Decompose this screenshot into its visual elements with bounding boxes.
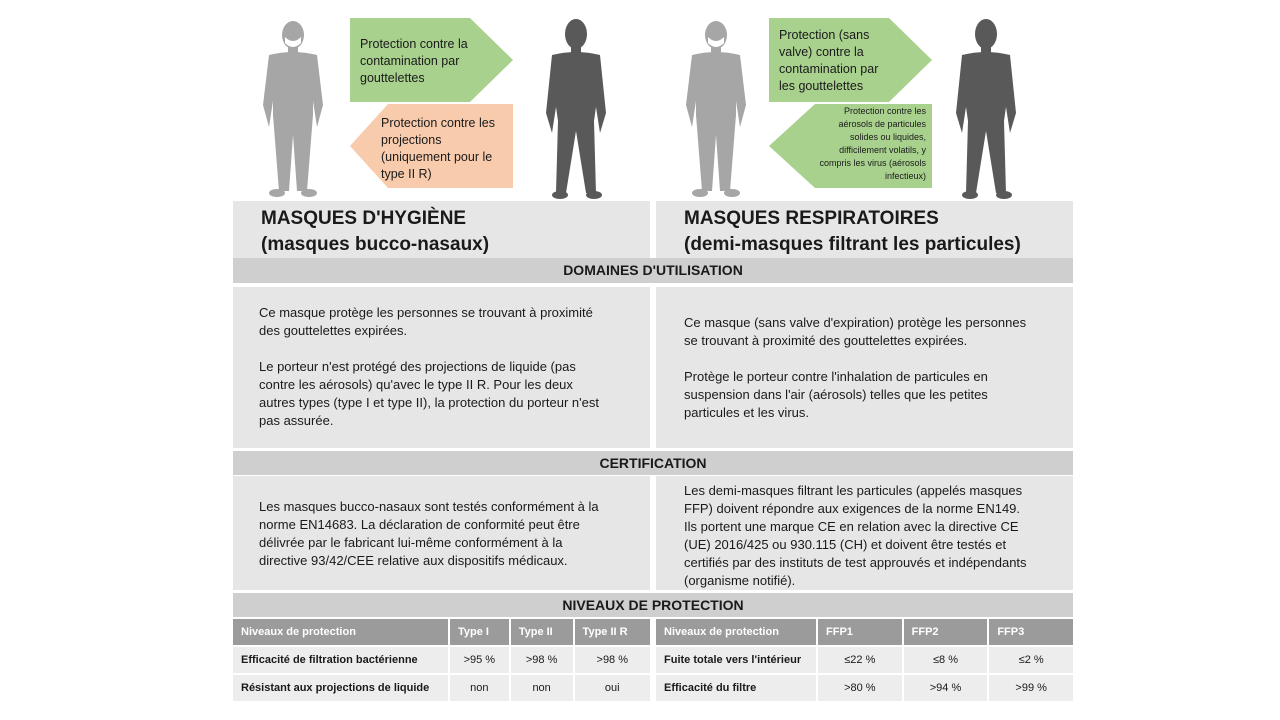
hygiene-usage-p1: Ce masque protège les personnes se trouvant à proximité des gouttelettes expirées. <box>259 305 593 338</box>
table-row <box>656 647 1073 673</box>
table-header-cell: Niveaux de protection <box>233 619 448 645</box>
table-cell: oui <box>575 675 650 701</box>
respirator-subtitle: (demi-masques filtrant les particules) <box>684 234 1021 255</box>
table-cell: >95 % <box>450 647 509 673</box>
hygiene-certification-panel <box>233 476 650 590</box>
arrow-text-splashes: Protection contre les projections (uniquement pour le type II R) <box>381 116 495 181</box>
respirator-usage-p1: Ce masque (sans valve d'expiration) protège les personnes se trouvant à proximité des gouttelettes expirées. <box>684 315 1027 348</box>
table-cell: non <box>511 675 573 701</box>
respirator-usage-p2: Protège le porteur contre l'inhalation de particules en suspension dans l'air (aérosols) telles que les petites particules et les virus. <box>684 369 988 420</box>
table-header-cell: FFP3 <box>989 619 1073 645</box>
respirator-title-panel <box>656 201 1073 258</box>
section-certification-header: CERTIFICATION <box>233 451 1073 475</box>
table-cell: >94 % <box>904 675 988 701</box>
table-header-row <box>656 619 1073 645</box>
hygiene-protection-table <box>231 617 652 703</box>
respirator-title: MASQUES RESPIRATOIRES <box>684 208 939 229</box>
table-header-cell: Type II <box>511 619 573 645</box>
table-cell: Efficacité du filtre <box>656 675 816 701</box>
arrow-text-droplets: Protection contre la contamination par gouttelettes <box>360 37 468 85</box>
table-cell: ≤2 % <box>989 647 1073 673</box>
table-cell: non <box>450 675 509 701</box>
table-cell: >98 % <box>575 647 650 673</box>
table-cell: >99 % <box>989 675 1073 701</box>
table-row <box>233 647 650 673</box>
table-header-cell: Niveaux de protection <box>656 619 816 645</box>
hygiene-title-panel <box>233 201 650 258</box>
section-usage-header: DOMAINES D'UTILISATION <box>233 258 1073 283</box>
table-header-cell: Type I <box>450 619 509 645</box>
respirator-usage-panel <box>656 287 1073 448</box>
hygiene-subtitle: (masques bucco-nasaux) <box>261 234 490 255</box>
hygiene-usage-p2: Le porteur n'est protégé des projections de liquide (pas contre les aérosols) qu'avec le type II R. Pour les deux autres types (type I et type II), la protection du porteur n'est pas assurée. <box>259 359 599 428</box>
person-masked-icon <box>678 15 754 197</box>
table-header-cell: FFP1 <box>818 619 902 645</box>
person-icon <box>538 15 614 200</box>
table-header-row <box>233 619 650 645</box>
table-cell: >80 % <box>818 675 902 701</box>
respirator-certification-text: Les demi-masques filtrant les particules (appelés masques FFP) doivent répondre aux exigences de la norme EN149. Ils portent une marque CE en relation avec la directive CE (UE) 2016/425 ou 930.115 (CH) et doivent être testés et certifiés par des instituts de test approuvés et indépendants (organisme notifié). <box>684 483 1027 588</box>
table-cell: Efficacité de filtration bactérienne <box>233 647 448 673</box>
hygiene-title: MASQUES D'HYGIÈNE <box>261 208 467 229</box>
person-icon <box>948 15 1024 200</box>
table-cell: Résistant aux projections de liquide <box>233 675 448 701</box>
person-masked-icon <box>255 15 331 197</box>
section-levels-header: NIVEAUX DE PROTECTION <box>233 593 1073 617</box>
table-row <box>233 675 650 701</box>
table-row <box>656 675 1073 701</box>
table-cell: ≤22 % <box>818 647 902 673</box>
respirator-protection-table <box>654 617 1075 703</box>
arrow-text-aerosols: Protection contre les aérosols de particules solides ou liquides, difficilement volatils, y compris les virus (aérosols infectieux) <box>819 106 926 181</box>
table-cell: ≤8 % <box>904 647 988 673</box>
table-cell: Fuite totale vers l'intérieur <box>656 647 816 673</box>
table-header-cell: Type II R <box>575 619 650 645</box>
table-header-cell: FFP2 <box>904 619 988 645</box>
hygiene-usage-panel <box>233 287 650 448</box>
table-cell: >98 % <box>511 647 573 673</box>
respirator-certification-panel <box>656 476 1073 590</box>
hygiene-certification-text: Les masques bucco-nasaux sont testés conformément à la norme EN14683. La déclaration de conformité peut être délivrée par le fabricant lui-même conformément à la directive 93/42/CEE relative aux dispositifs médicaux. <box>259 499 599 568</box>
arrow-text-droplets-ffp: Protection (sans valve) contre la contamination par les gouttelettes <box>779 28 879 93</box>
